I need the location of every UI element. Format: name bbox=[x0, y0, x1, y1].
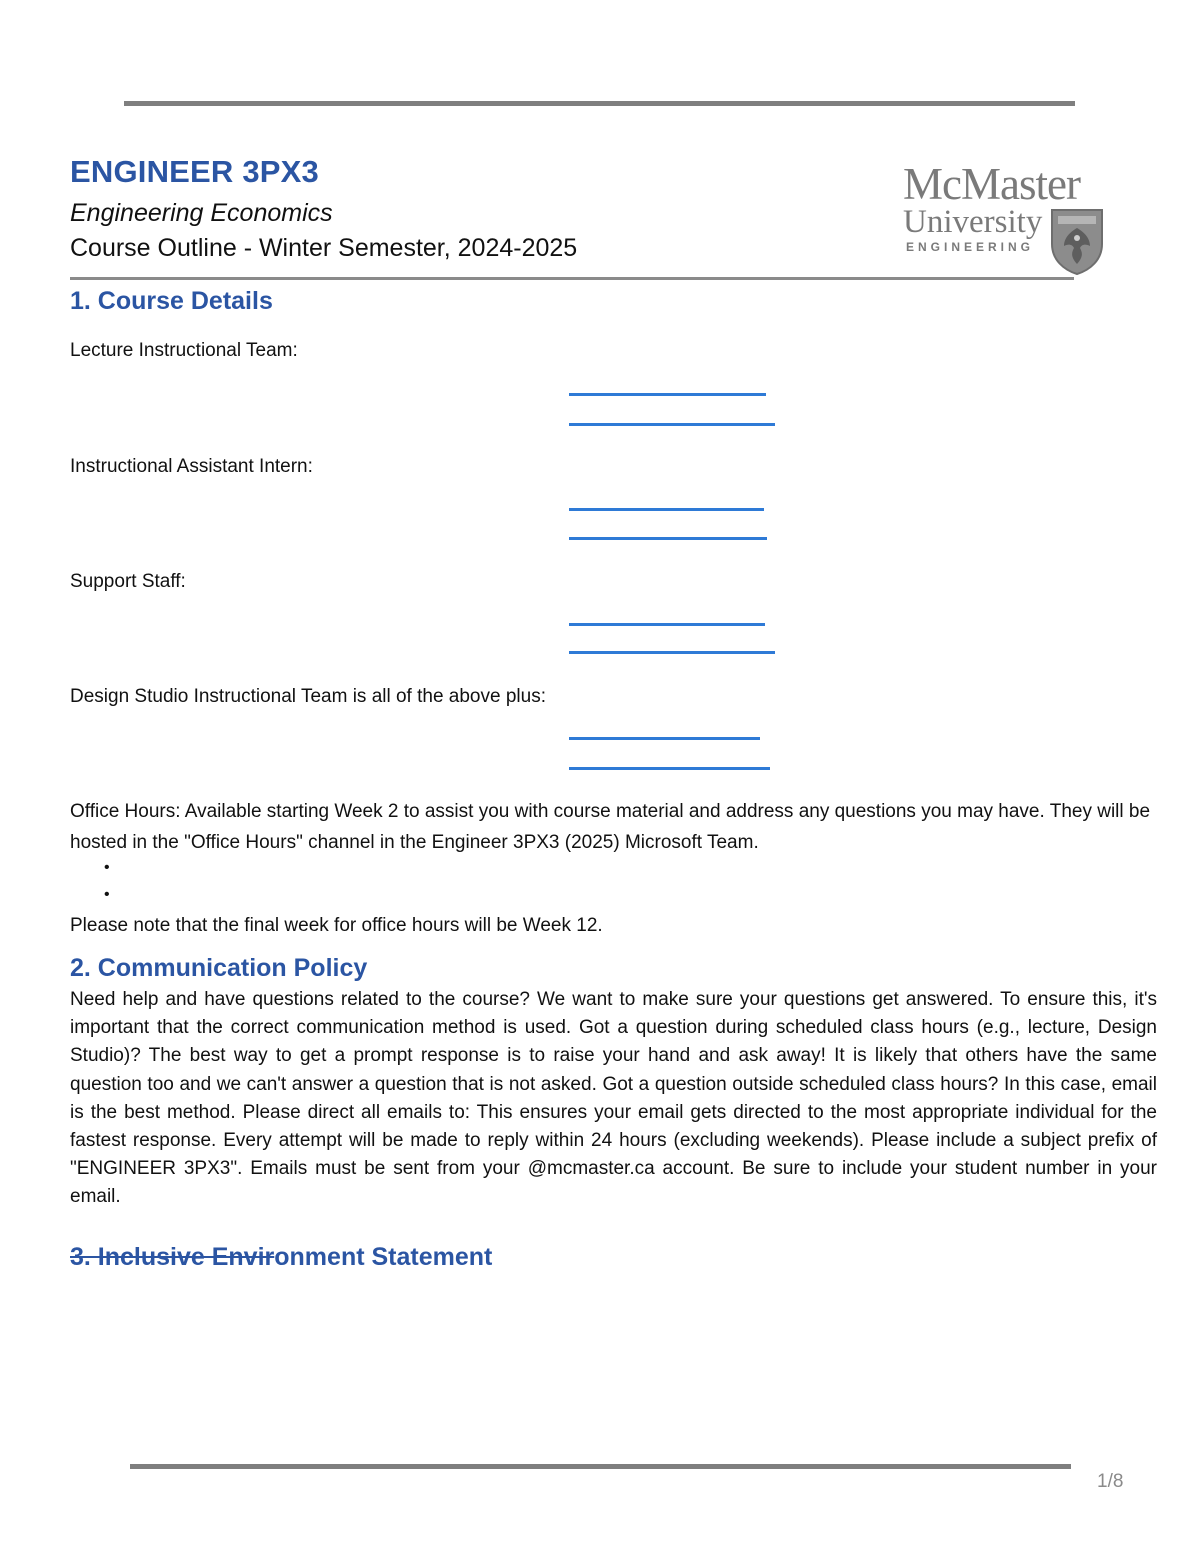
support-staff-label: Support Staff: bbox=[70, 571, 186, 592]
communication-policy-text: Need help and have questions related to the course? We want to make sure your questions get answered. To ensure this, it's important that the correct communication method is used. Got a question during scheduled class hours (e.g., lecture, Design Studio)? The best way to get a prompt response is to raise your hand and ask away! It is likely that others have the same question too and we can't answer a question that is not asked. Got a question outside scheduled class hours? In this case, email is the best method. Please direct all emails to: This ensures your email gets directed to the most appropriate individual for the fastest response. Every attempt will be made to reply within 24 hours (excluding weekends). Please include a subject prefix of "ENGINEER 3PX3". Emails must be sent from your @mcmaster.ca account. Be sure to include your student number in your email. bbox=[70, 989, 1157, 1208]
assistant-link-2[interactable] bbox=[569, 537, 767, 540]
lecture-team-link-2[interactable] bbox=[569, 423, 775, 426]
crest-shield-icon bbox=[1050, 208, 1104, 276]
section-heading-inclusive bbox=[70, 1243, 492, 1272]
design-studio-label: Design Studio Instructional Team is all of the above plus: bbox=[70, 686, 546, 707]
page-number: 1/8 bbox=[1097, 1471, 1124, 1492]
logo-line-university: University bbox=[903, 204, 1043, 240]
mcmaster-logo bbox=[898, 160, 1108, 280]
heading-struck-part: 3. Inclusive Envir bbox=[70, 1243, 275, 1271]
course-code: ENGINEER 3PX3 bbox=[70, 154, 319, 189]
assistant-link-1[interactable] bbox=[569, 508, 764, 511]
outline-title: Course Outline - Winter Semester, 2024-2025 bbox=[70, 234, 578, 262]
final-week-note: Please note that the final week for office hours will be Week 12. bbox=[70, 915, 603, 936]
footer-rule bbox=[130, 1464, 1071, 1469]
bullet-item-2: • bbox=[104, 886, 110, 903]
course-name: Engineering Economics bbox=[70, 199, 333, 227]
logo-line-mcmaster: McMaster bbox=[903, 159, 1080, 209]
heading-rest-part: onment Statement bbox=[274, 1243, 493, 1271]
support-link-2[interactable] bbox=[569, 651, 775, 654]
support-link-1[interactable] bbox=[569, 623, 765, 626]
lecture-team-link-1[interactable] bbox=[569, 393, 766, 396]
design-link-2[interactable] bbox=[569, 767, 770, 770]
design-link-1[interactable] bbox=[569, 737, 760, 740]
office-hours-paragraph: Office Hours: Available starting Week 2 to assist you with course material and address any questions you may have. They will be hosted in the "Office Hours" channel in the Engineer 3PX3 (2025) Microsoft Team. bbox=[70, 801, 1151, 853]
bullet-item-1: • bbox=[104, 859, 110, 876]
section-heading-communication: 2. Communication Policy bbox=[70, 954, 368, 982]
header-rule bbox=[70, 277, 1074, 280]
assistant-intern-label: Instructional Assistant Intern: bbox=[70, 456, 313, 477]
top-rule bbox=[124, 101, 1075, 106]
logo-line-engineering: ENGINEERING bbox=[906, 240, 1035, 254]
lecture-team-label: Lecture Instructional Team: bbox=[70, 340, 298, 361]
section-heading-course-details: 1. Course Details bbox=[70, 287, 273, 315]
